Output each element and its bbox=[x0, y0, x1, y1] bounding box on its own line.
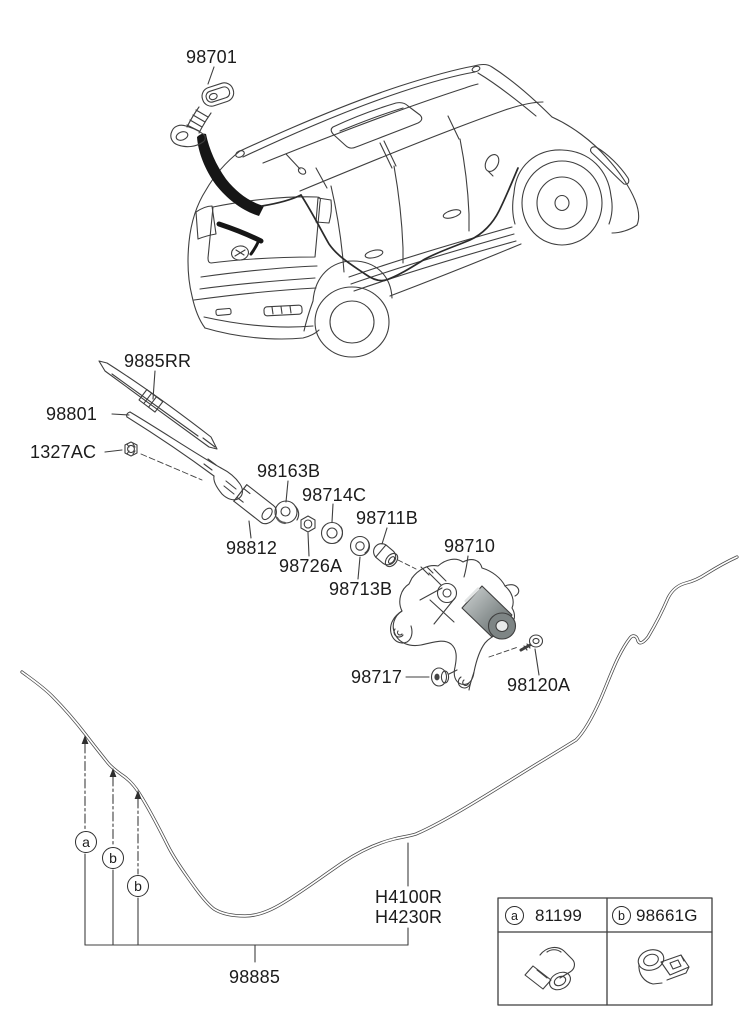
legend-part-98661G: 98661G bbox=[636, 906, 698, 925]
wiper-blade-part bbox=[99, 361, 217, 449]
washer-hose bbox=[22, 557, 737, 916]
pivot-shaft-part bbox=[370, 540, 400, 569]
part-label-H4100R: H4100R bbox=[375, 887, 443, 907]
part-label-98726A: 98726A bbox=[279, 556, 343, 576]
pivot-nut-part bbox=[301, 516, 315, 532]
callout-a: a bbox=[75, 831, 97, 853]
pivot-cover-part bbox=[234, 485, 280, 528]
car-rear-wiper-blade bbox=[219, 224, 261, 241]
legend-key-a: a bbox=[505, 906, 524, 925]
part-label-H4230R: H4230R bbox=[375, 907, 443, 927]
part-label-98812: 98812 bbox=[226, 538, 278, 558]
legend-part-81199: 81199 bbox=[535, 906, 583, 925]
callout-b2: b bbox=[127, 875, 149, 897]
part-label-98885: 98885 bbox=[229, 967, 281, 987]
part-label-98713B: 98713B bbox=[329, 579, 393, 599]
cap-nut-part bbox=[125, 442, 137, 456]
callout-b1: b bbox=[102, 847, 124, 869]
part-label-98801: 98801 bbox=[46, 404, 98, 424]
screw-part bbox=[521, 635, 543, 650]
wiper-arm-part bbox=[127, 412, 243, 500]
pivot-bushing-part bbox=[275, 501, 299, 523]
car-illustration bbox=[188, 65, 639, 357]
part-label-1327AC: 1327AC bbox=[30, 442, 97, 462]
pivot-washer-part bbox=[322, 523, 343, 544]
part-label-9885RR: 9885RR bbox=[124, 351, 192, 371]
part-label-98711B: 98711B bbox=[356, 508, 418, 528]
motor-grommet-part bbox=[432, 668, 458, 686]
part-label-98701: 98701 bbox=[186, 47, 238, 67]
part-label-98163B: 98163B bbox=[257, 461, 321, 481]
pivot-grommet-part bbox=[351, 537, 370, 556]
part-label-98717: 98717 bbox=[351, 667, 403, 687]
dimension-bracket bbox=[85, 843, 408, 962]
legend-key-b: b bbox=[612, 906, 631, 925]
wiper-motor-assembly bbox=[391, 559, 519, 690]
part-label-98710: 98710 bbox=[444, 536, 496, 556]
part-label-98120A: 98120A bbox=[507, 675, 571, 695]
part-label-98714C: 98714C bbox=[302, 485, 367, 505]
